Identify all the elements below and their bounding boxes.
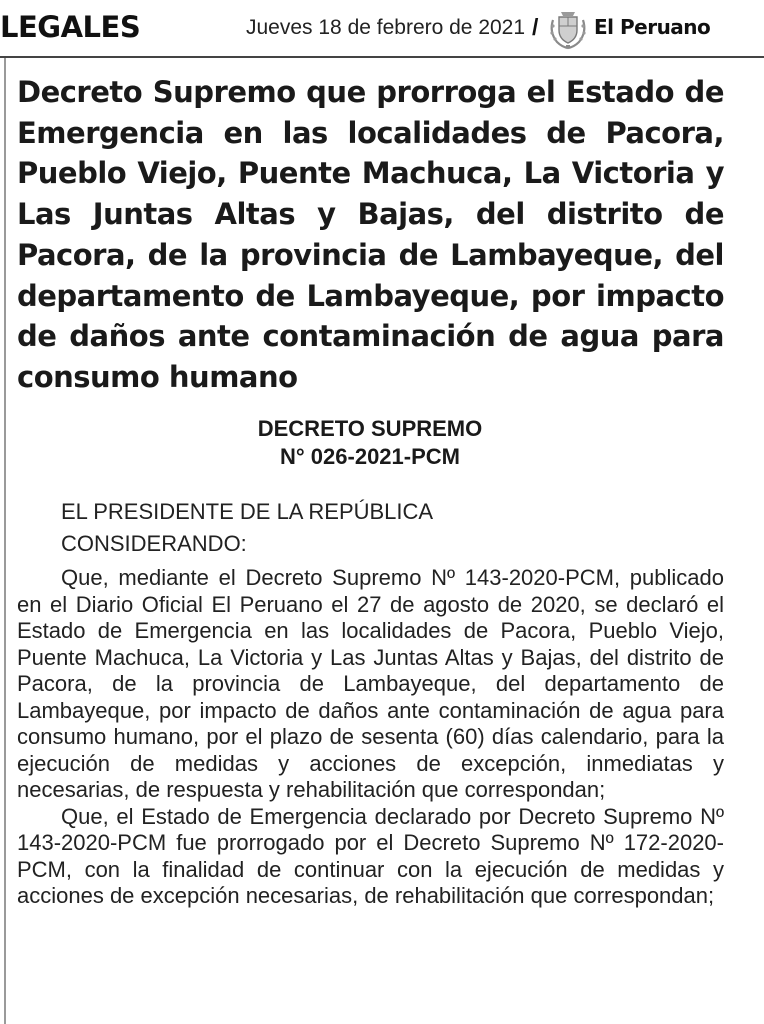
page-header: [0, 0, 764, 58]
considerando-heading: CONSIDERANDO:: [61, 531, 247, 556]
peru-coat-of-arms-icon: [547, 6, 589, 50]
decree-number-block: [0, 415, 740, 471]
newspaper-name: El Peruano: [594, 15, 711, 39]
section-name: LEGALES: [0, 10, 141, 44]
header-separator: /: [532, 14, 539, 40]
column-rule: [4, 58, 6, 1024]
paragraph-1: Que, mediante el Decreto Supremo Nº 143-2020-PCM, publicado en el Diario Oficial El Peruano el 27 de agosto de 2020, se declaró el Estado de Emergencia en las localidades de Pacora, Pueblo Viejo, Puente Machuca, La Victoria y Las Juntas Altas y Bajas, del distrito de Pacora, de la provincia de Lambayeque, del departamento de Lambayeque, por impacto de daños ante contaminación de agua para consumo humano, por el plazo de sesenta (60) días calendario, para la ejecución de medidas y acciones de excepción, inmediatas y necesarias, de respuesta y rehabilitación que correspondan;: [17, 565, 724, 802]
decree-headline: Decreto Supremo que prorroga el Estado de Emergencia en las localidades de Pacora, Pueblo Viejo, Puente Machuca, La Victoria y Las Juntas Altas y Bajas, del distrito de Pacora, de la provincia de Lambayeque, del departamento de Lambayeque, por impacto de daños ante contaminación de agua para consumo humano: [17, 75, 724, 394]
publication-date: Jueves 18 de febrero de 2021: [246, 16, 526, 39]
article-body: [17, 496, 724, 910]
president-heading: EL PRESIDENTE DE LA REPÚBLICA: [61, 499, 434, 524]
paragraph-2: Que, el Estado de Emergencia declarado por Decreto Supremo Nº 143-2020-PCM fue prorrogado por el Decreto Supremo Nº 172-2020-PCM, con la finalidad de continuar con la ejecución de medidas y acciones de excepción necesarias, de rehabilitación que correspondan;: [17, 803, 724, 908]
decree-type: DECRETO SUPREMO: [257, 416, 483, 441]
decree-number: N° 026-2021-PCM: [280, 444, 460, 469]
header-divider: [0, 56, 764, 58]
